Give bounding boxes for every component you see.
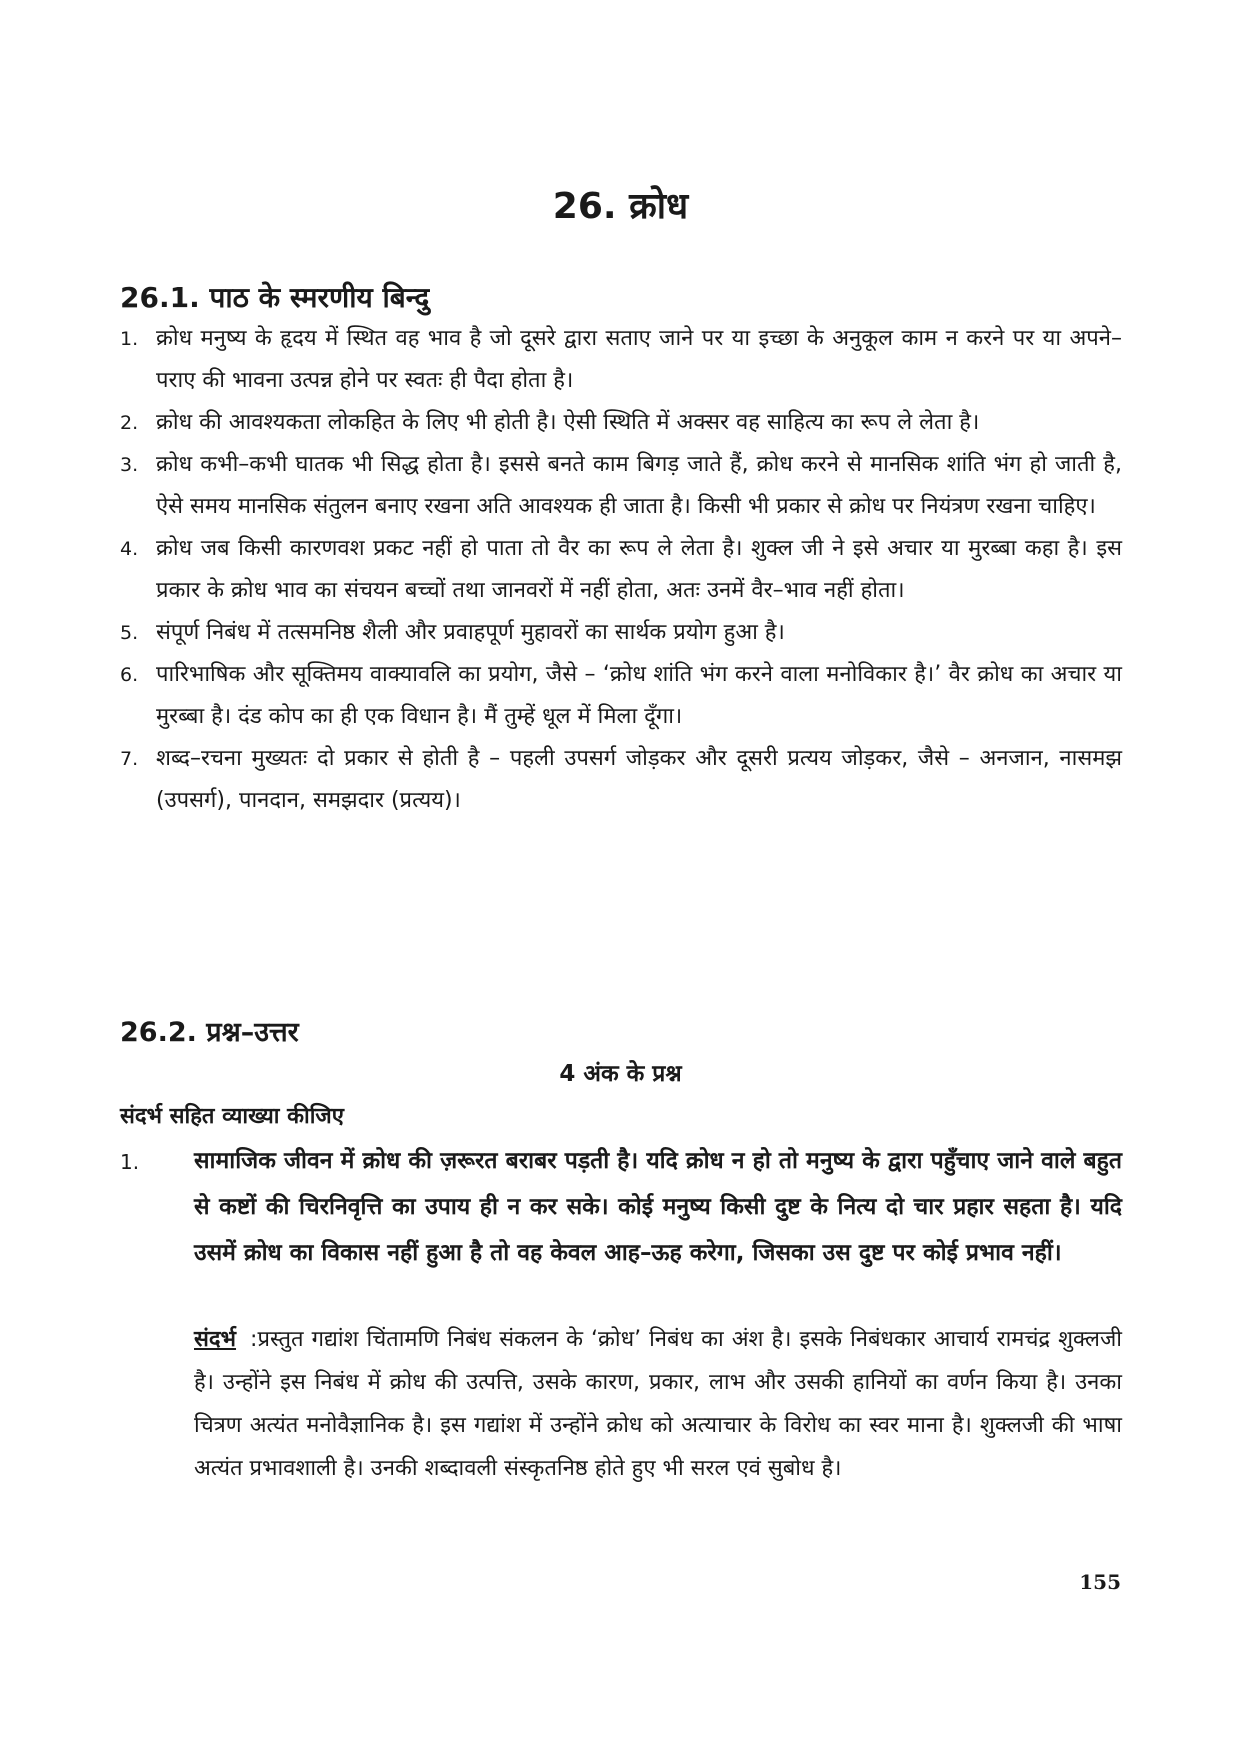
list-item	[120, 444, 1122, 528]
section-heading-questions-answers: 26.2. प्रश्न–उत्तर	[120, 1017, 299, 1048]
chapter-title: 26. क्रोध	[552, 186, 689, 227]
list-item-number: 2.	[120, 412, 139, 434]
instruction-text: संदर्भ सहित व्याख्या कीजिए	[120, 1104, 344, 1129]
question-passage: सामाजिक जीवन में क्रोध की ज़रूरत बराबर पड़ती है। यदि क्रोध न हो तो मनुष्य के द्वारा पहुँचाए जाने वाले बहुत से कष्टों की चिरनिवृत्ति का उपाय ही न कर सके। कोई मनुष्य किसी दुष्ट के नित्य दो चार प्रहार सहता है। यदि उसमें क्रोध का विकास नहीं हुआ है तो वह केवल आह–ऊह करेगा, जिसका उस दुष्ट पर कोई प्रभाव नहीं।	[194, 1148, 1122, 1266]
reference-text: :प्रस्तुत गद्यांश चिंतामणि निबंध संकलन के ‘क्रोध’ निबंध का अंश है। इसके निबंधकार आचार्य रामचंद्र शुक्लजी है। उन्होंने इस निबंध में क्रोध की उत्पत्ति, उसके कारण, प्रकार, लाभ और उसकी हानियों का वर्णन किया है। उनका चित्रण अत्यंत मनोवैज्ञानिक है। इस गद्यांश में उन्होंने क्रोध को अत्याचार के विरोध का स्वर माना है। शुक्लजी की भाषा अत्यंत प्रभावशाली है। उनकी शब्दावली संस्कृतनिष्ठ होते हुए भी सरल एवं सुबोध है।	[194, 1327, 1122, 1481]
list-item-text: क्रोध मनुष्य के हृदय में स्थित वह भाव है जो दूसरे द्वारा सताए जाने पर या इच्छा के अनुकूल काम न करने पर या अपने–पराए की भावना उत्पन्न होने पर स्वतः ही पैदा होता है।	[156, 326, 1122, 393]
list-item-number: 1.	[120, 328, 139, 350]
list-item-number: 4.	[120, 538, 139, 560]
list-item	[120, 402, 1122, 444]
list-item-text: शब्द–रचना मुख्यतः दो प्रकार से होती है – पहली उपसर्ग जोड़कर और दूसरी प्रत्यय जोड़कर, जैसे – अनजान, नासमझ (उपसर्ग), पानदान, समझदार (प्रत्यय)।	[156, 746, 1122, 813]
section-heading-memorable-points: 26.1. पाठ के स्मरणीय बिन्दु	[120, 281, 430, 314]
list-item-text: संपूर्ण निबंध में तत्समनिष्ठ शैली और प्रवाहपूर्ण मुहावरों का सार्थक प्रयोग हुआ है।	[156, 620, 785, 645]
memorable-points-list	[120, 318, 1122, 822]
list-item	[120, 318, 1122, 402]
page-number: 155	[1079, 1570, 1121, 1594]
list-item-text: क्रोध कभी–कभी घातक भी सिद्ध होता है। इससे बनते काम बिगड़ जाते हैं, क्रोध करने से मानसिक शांति भंग हो जाती है, ऐसे समय मानसिक संतुलन बनाए रखना अति आवश्यक ही जाता है। किसी भी प्रकार से क्रोध पर नियंत्रण रखना चाहिए।	[156, 452, 1122, 519]
list-item	[120, 738, 1122, 822]
list-item-number: 5.	[120, 622, 139, 644]
question-number: 1.	[120, 1150, 140, 1174]
list-item-number: 7.	[120, 748, 139, 770]
list-item-text: पारिभाषिक और सूक्तिमय वाक्यावलि का प्रयोग, जैसे – ‘क्रोध शांति भंग करने वाला मनोविकार है।’ वैर क्रोध का अचार या मुरब्बा है। दंड कोप का ही एक विधान है। मैं तुम्हें धूल में मिला दूँगा।	[156, 662, 1122, 729]
list-item-text: क्रोध की आवश्यकता लोकहित के लिए भी होती है। ऐसी स्थिति में अक्सर वह साहित्य का रूप ले लेता है।	[156, 410, 980, 435]
list-item-text: क्रोध जब किसी कारणवश प्रकट नहीं हो पाता तो वैर का रूप ले लेता है। शुक्ल जी ने इसे अचार या मुरब्बा कहा है। इस प्रकार के क्रोध भाव का संचयन बच्चों तथा जानवरों में नहीं होता, अतः उनमें वैर–भाव नहीं होता।	[156, 536, 1122, 603]
list-item	[120, 612, 1122, 654]
list-item	[120, 528, 1122, 612]
reference-label: संदर्भ	[194, 1327, 237, 1352]
list-item	[120, 654, 1122, 738]
reference-paragraph	[194, 1318, 1122, 1490]
list-item-number: 3.	[120, 454, 139, 476]
marks-heading: 4 अंक के प्रश्न	[559, 1061, 682, 1087]
list-item-number: 6.	[120, 664, 139, 686]
